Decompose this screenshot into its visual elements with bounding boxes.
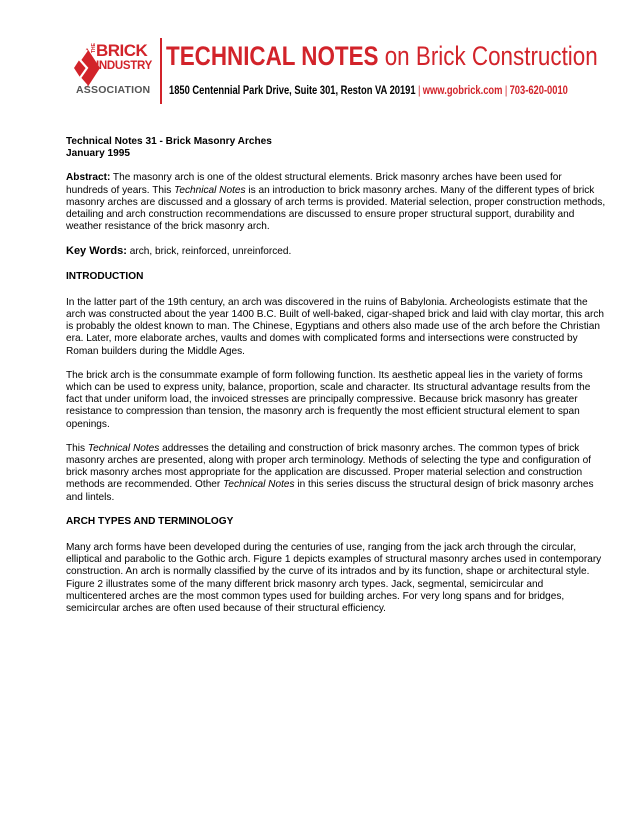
p3-text-c: in this series discuss the structural design of brick masonry arches and lintels. bbox=[66, 479, 594, 503]
title-rest: on Brick Construction bbox=[378, 41, 598, 71]
logo-association-text: ASSOCIATION bbox=[76, 84, 151, 96]
p3-text-b: addresses the detailing and construction of brick masonry arches. The common types of brick masonry arches are presented, along with proper arch terminology. Methods of selecting the type and configuration of brick masonry arches most appropriate for the application are discussed. Proper material selection and construction methods are recommended. Other bbox=[66, 442, 591, 491]
document-body bbox=[66, 136, 606, 627]
p3-em-1: Technical Notes bbox=[87, 442, 160, 454]
document-date: January 1995 bbox=[66, 148, 130, 160]
abstract-text-a: The masonry arch is one of the oldest structural elements. Brick masonry arches have been used for hundreds of years. This bbox=[66, 172, 562, 196]
intro-paragraph-3 bbox=[66, 443, 606, 504]
abstract-text-b: is an introduction to brick masonry arches. Many of the different types of brick masonry arches are discussed and a glossary of arch terms is provided. Material selection, proper construction methods, detailing and arch construction recommendations are discussed to ensure proper structural support, durability and weather resistance of the brick masonry arch. bbox=[66, 184, 606, 233]
title-bold: TECHNICAL NOTES bbox=[166, 41, 379, 71]
intro-paragraph-1: In the latter part of the 19th century, an arch was discovered in the ruins of Babylonia. Archeologists estimate that the arch was constructed about the year 1400 B.C. Built of well-baked, cigar-shaped brick and laid with clay mortar, this arch is probably the oldest known to man. The Chinese, Egyptians and others also made use of the arch before the Christian era. Later, more elaborate arches, vaults and domes with complicated forms and intersections were constructed by Roman builders during the Middle Ages. bbox=[66, 296, 605, 357]
document-title: Technical Notes 31 - Brick Masonry Arches bbox=[66, 136, 272, 147]
keywords-label: Key Words: bbox=[66, 245, 127, 258]
introduction-heading: INTRODUCTION bbox=[66, 270, 144, 282]
abstract bbox=[66, 172, 606, 233]
logo-industry-text: INDUSTRY bbox=[96, 60, 152, 72]
p3-em-2: Technical Notes bbox=[223, 479, 295, 491]
abstract-em: Technical Notes bbox=[174, 184, 246, 196]
separator-2: | bbox=[504, 83, 508, 97]
bia-logo bbox=[72, 38, 162, 104]
page-header bbox=[72, 38, 598, 104]
keywords-text: arch, brick, reinforced, unreinforced. bbox=[126, 246, 292, 258]
separator-1: | bbox=[417, 83, 421, 97]
website-link[interactable]: www.gobrick.com bbox=[422, 83, 503, 97]
arch-types-heading: ARCH TYPES AND TERMINOLOGY bbox=[66, 515, 234, 527]
logo-the-text: THE bbox=[91, 43, 97, 53]
intro-paragraph-2: The brick arch is the consummate example of form following function. Its aesthetic appeal lies in the variety of forms which can be used to express unity, balance, proportion, scale and character. Its structural advantage results from the fact that under uniform load, the invoiced stresses are principally compressive. Because brick masonry has greater resistance to compression than tension, the masonry arch is frequently the most efficient structural element to span openings. bbox=[66, 369, 591, 430]
abstract-label: Abstract: bbox=[66, 172, 111, 184]
logo-brick-text: BRICK bbox=[96, 41, 148, 60]
publication-title bbox=[166, 38, 598, 74]
header-divider bbox=[160, 38, 162, 104]
phone-number: 703-620-0010 bbox=[509, 83, 568, 97]
contact-line bbox=[169, 82, 568, 98]
address: 1850 Centennial Park Drive, Suite 301, Reston VA 20191 bbox=[169, 83, 416, 97]
arch-types-paragraph-1: Many arch forms have been developed during the centuries of use, ranging from the jack arch through the circular, elliptical and parabolic to the Gothic arch. Figure 1 depicts examples of structural masonry arches used in contemporary construction. An arch is normally classified by the curve of its intrados and by its function, shape or architectural style. Figure 2 illustrates some of the many different brick masonry arch types. Jack, segmental, semicircular and multicentered arches are the most common types used for building arches. For very long spans and for bridges, semicircular arches are often used because of their structural efficiency. bbox=[66, 542, 602, 615]
keywords bbox=[66, 245, 606, 258]
p3-text-a: This bbox=[66, 442, 88, 454]
